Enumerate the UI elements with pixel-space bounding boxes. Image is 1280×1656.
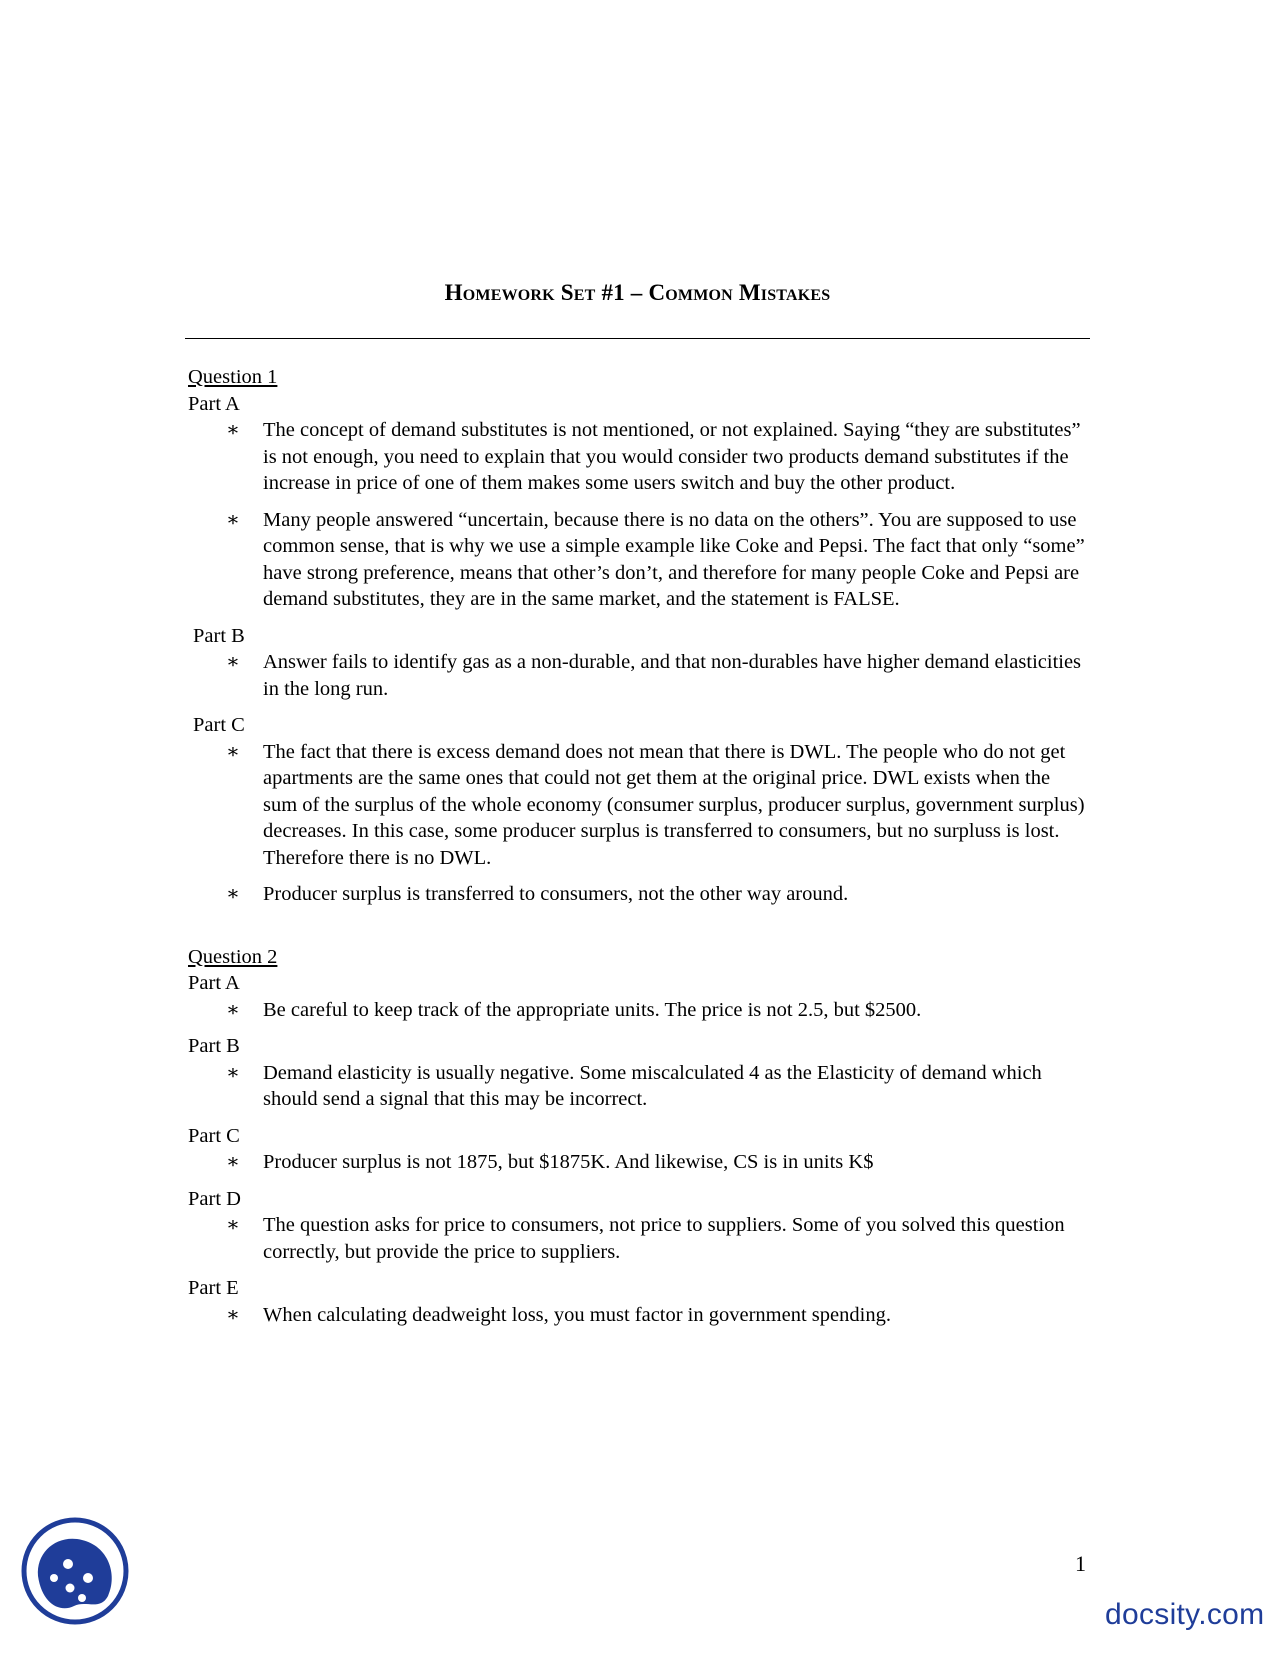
- bullet-text: Demand elasticity is usually negative. Some miscalculated 4 as the Elasticity of demand which should send a signal that this may be incorrect.: [263, 1061, 1042, 1110]
- document-body: [188, 364, 1088, 1328]
- part-label: Part A: [188, 972, 240, 994]
- bullet-text: Producer surplus is transferred to consumers, not the other way around.: [263, 883, 849, 905]
- bullet-star-icon: ∗: [226, 1061, 240, 1084]
- part-label: Part E: [188, 1277, 239, 1299]
- bullet-text: The fact that there is excess demand does not mean that there is DWL. The people who do not get apartments are the same ones that could not get them at the original price. DWL exists when the sum of the surplus of the whole economy (consumer surplus, producer surplus, government surplus) decreases. In this case, some producer surplus is transferred to consumers, but no surpluss is lost. Therefore there is no DWL.: [263, 740, 1085, 869]
- part-label: Part C: [188, 1124, 240, 1147]
- part-label: Part D: [188, 1187, 241, 1210]
- bullet-text: Producer surplus is not 1875, but $1875K. And likewise, CS is in units K$: [263, 1151, 874, 1173]
- question-1: [188, 364, 1088, 908]
- part-label: Part A: [188, 392, 240, 415]
- bullet-text: When calculating deadweight loss, you must factor in government spending.: [263, 1303, 891, 1326]
- page-number: 1: [1075, 1551, 1086, 1576]
- bullet-text: Answer fails to identify gas as a non-durable, and that non-durables have higher demand elasticities in the long run.: [263, 651, 1082, 700]
- bullet-item: [188, 1060, 1088, 1113]
- bullet-item: [188, 1149, 1088, 1176]
- bullet-star-icon: ∗: [226, 883, 240, 905]
- bullet-text: The concept of demand substitutes is not mentioned, or not explained. Saying “they are substitutes” is not enough, you need to explain that you would consider two products demand substitutes if the increase in price of one of them makes some users switch and buy the other product.: [263, 419, 1081, 494]
- bullet-star-icon: ∗: [226, 419, 240, 441]
- logo-graphic: [20, 1516, 130, 1626]
- part-label: Part B: [193, 624, 245, 647]
- bullet-item: [188, 1212, 1088, 1265]
- docsity-logo-icon[interactable]: [20, 1516, 130, 1631]
- question-heading: Question 1: [188, 366, 278, 388]
- bullet-text: Many people answered “uncertain, because there is no data on the others”. You are supposed to use common sense, that is why we use a simple example like Coke and Pepsi. The fact that only “some” have strong preference, means that other’s don’t, and therefore for many people Coke and Pepsi are demand substitutes, they are in the same market, and the statement is FALSE.: [263, 508, 1085, 610]
- bullet-item: [188, 739, 1088, 872]
- bullet-item: [188, 649, 1088, 702]
- bullet-item: [188, 1302, 1088, 1329]
- bullet-star-icon: ∗: [226, 508, 240, 531]
- part-label: Part B: [188, 1035, 240, 1057]
- brand-link[interactable]: docsity.com: [1105, 1598, 1265, 1631]
- bullet-item: [188, 881, 1088, 908]
- bullet-text: The question asks for price to consumers, not price to suppliers. Some of you solved this question correctly, but provide the price to suppliers.: [263, 1214, 1065, 1263]
- question-2: [188, 944, 1088, 1329]
- bullet-star-icon: ∗: [226, 998, 240, 1021]
- title-divider: [185, 338, 1090, 339]
- bullet-star-icon: ∗: [226, 1303, 240, 1326]
- bullet-item: [188, 997, 1088, 1024]
- bullet-item: [188, 507, 1088, 613]
- bullet-star-icon: ∗: [226, 1214, 240, 1236]
- question-heading: Question 2: [188, 945, 278, 968]
- bullet-star-icon: ∗: [226, 651, 240, 673]
- bullet-star-icon: ∗: [226, 1151, 240, 1173]
- bullet-star-icon: ∗: [226, 740, 240, 763]
- bullet-text: Be careful to keep track of the appropriate units. The price is not 2.5, but $2500.: [263, 998, 922, 1021]
- part-label: Part C: [193, 714, 245, 736]
- document-title: Homework Set #1 – Common Mistakes: [444, 280, 831, 305]
- bullet-item: [188, 417, 1088, 497]
